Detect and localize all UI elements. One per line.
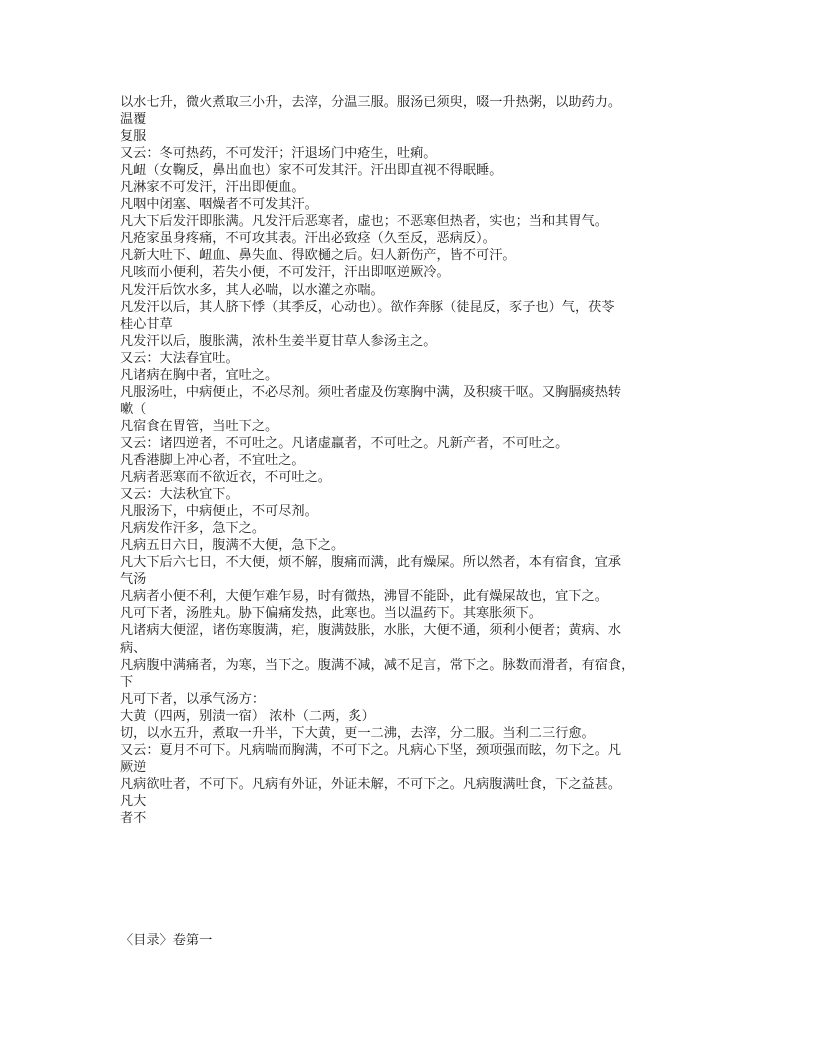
text-line-20: 凡宿食在胃管，当吐下之。 [120, 418, 279, 434]
text-line-31: 凡可下者，汤胜丸。胁下偏痛发热，此寒也。当以温药下。其寒胀须下。 [120, 606, 542, 622]
text-line-1: 以水七升，微火煮取三小升，去滓，分温三服。服汤已须臾，啜一升热粥，以助药力。 [120, 95, 622, 110]
text-line-11: 凡咳而小便利，若失小便，不可发汗，汗出即呕逆厥冷。 [120, 265, 450, 281]
text-line-12: 凡发汗后饮水多，其人必喘，以水灌之亦喘。 [120, 282, 384, 298]
text-line-26: 凡病发作汗多，急下之。 [120, 521, 266, 537]
text-line-7: 凡咽中闭塞、咽燥者不可发其汗。 [120, 197, 318, 213]
text-line-39: 又云：夏月不可下。凡病喘而胸满，不可下之。凡病心下坚，颈项强而眩，勿下之。凡 [120, 742, 622, 758]
text-line-35: 下 [120, 674, 134, 690]
text-line-36: 凡可下者，以承气汤方： [120, 691, 266, 707]
text-line-21: 又云：诸四逆者，不可吐之。凡诸虚羸者，不可吐之。凡新产者，不可吐之。 [120, 435, 569, 451]
text-line-13: 凡发汗以后，其人脐下悸（其季反，心动也）。欲作奔豚（徒昆反，豕子也）气，茯苓 [120, 299, 615, 315]
text-line-2: 温覆 [120, 112, 147, 128]
text-line-3: 复服 [120, 129, 147, 145]
text-line-6: 凡淋家不可发汗，汗出即便血。 [120, 180, 305, 196]
text-line-37: 大黄（四两，别渍一宿） 浓朴（二两，炙） [120, 708, 375, 724]
text-line-43: 者不 [120, 810, 147, 826]
text-line-15: 凡发汗以后，腹胀满，浓朴生姜半夏甘草人参汤主之。 [120, 333, 437, 349]
text-line-27: 凡病五日六日，腹满不大便，急下之。 [120, 538, 345, 554]
text-line-5: 凡衄（女鞠反，鼻出血也）家不可发其汗。汗出即直视不得眠睡。 [120, 163, 503, 179]
footer-nav-link[interactable]: 〈目录〉卷第一 [120, 933, 213, 948]
text-line-30: 凡病者小便不利，大便乍难乍易，时有微热，沸冒不能卧，此有燥屎故也，宜下之。 [120, 589, 608, 605]
document-body [120, 94, 665, 827]
text-line-25: 凡服汤下，中病便止，不可尽剂。 [120, 504, 318, 520]
text-line-42: 凡大 [120, 793, 147, 809]
text-line-4: 又云：冬可热药，不可发汗；汗退场门中疮生，吐痢。 [120, 146, 437, 162]
text-line-24: 又云：大法秋宜下。 [120, 487, 239, 503]
text-line-22: 凡香港脚上冲心者，不宜吐之。 [120, 452, 305, 468]
text-line-18: 凡服汤吐，中病便止，不必尽剂。须吐者虚及伤寒胸中满，及积痰干呕。又胸膈痰热转 [120, 384, 622, 400]
text-line-40: 厥逆 [120, 759, 147, 775]
text-line-32: 凡诸病大便涩，诸伤寒腹满，疟，腹满鼓胀，水胀，大便不通，须利小便者；黄病、水 [120, 623, 622, 639]
text-line-28: 凡大下后六七日，不大便，烦不解，腹痛而满，此有燥屎。所以然者，本有宿食，宜承 [120, 555, 622, 571]
text-line-8: 凡大下后发汗即胀满。凡发汗后恶寒者，虚也；不恶寒但热者，实也；当和其胃气。 [120, 214, 608, 230]
text-line-14: 桂心甘草 [120, 316, 173, 332]
text-line-29: 气汤 [120, 572, 147, 588]
text-line-10: 凡新大吐下、衄血、鼻失血、得欧樋之后。妇人新伤产，皆不可汗。 [120, 248, 516, 264]
text-line-33: 病、 [120, 640, 147, 656]
text-line-41: 凡病欲吐者，不可下。凡病有外证，外证未解，不可下之。凡病腹满吐食，下之益甚。 [120, 776, 622, 792]
text-line-38: 切，以水五升，煮取一升半，下大黄，更一二沸，去滓，分二服。当利二三行愈。 [120, 725, 595, 741]
text-line-17: 凡诸病在胸中者，宜吐之。 [120, 367, 279, 383]
text-line-23: 凡病者恶寒而不欲近衣，不可吐之。 [120, 470, 331, 486]
text-line-16: 又云：大法春宜吐。 [120, 350, 239, 366]
text-line-19: 嗽（ [120, 401, 147, 417]
text-line-9: 凡疮家虽身疼痛，不可攻其表。汗出必致痉（久至反，恶病反）。 [120, 231, 496, 247]
text-line-34: 凡病腹中满痛者，为寒，当下之。腹满不减，减不足言，常下之。脉数而滑者，有宿食， [120, 657, 635, 673]
